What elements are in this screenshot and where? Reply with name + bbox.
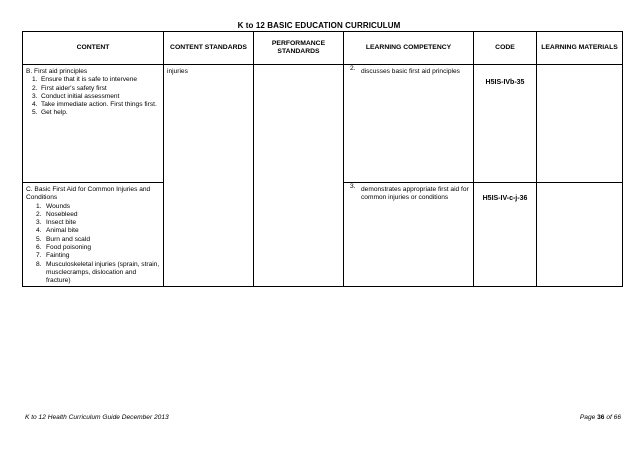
content-standards-text: injuries (167, 68, 188, 75)
document-title: K to 12 BASIC EDUCATION CURRICULUM (237, 21, 401, 30)
list-item: 5. Get help. (32, 109, 68, 117)
table-row (23, 65, 623, 183)
content-cell (23, 183, 164, 287)
list-item: 4. Take immediate action. First things first. (32, 101, 157, 109)
content-intro: B. First aid principles (26, 68, 88, 75)
content-list (26, 76, 160, 117)
page-number: 36 (597, 414, 605, 421)
curriculum-table (22, 31, 623, 287)
learning-materials-cell (537, 65, 623, 183)
code-cell (474, 183, 537, 287)
footer-page-indicator (580, 414, 621, 421)
code-text: H5IS-IVb-35 (485, 79, 525, 86)
list-item: 1. Wounds (36, 202, 71, 210)
footer-guide-title: K to 12 Health Curriculum Guide December 2013 (25, 414, 169, 421)
content-list (26, 203, 160, 286)
competency-cell (344, 183, 474, 287)
page-total: of 66 (606, 414, 621, 421)
list-item: 2. First aider's safety first (32, 84, 107, 92)
learning-materials-cell (537, 183, 623, 287)
competency-text: 2. discusses basic first aid principles (350, 65, 460, 75)
list-item: 3. Conduct initial assessment (32, 92, 120, 100)
code-text: H5IS-IV-c-j-36 (482, 195, 528, 202)
list-item: 3. Insect bite (36, 219, 77, 227)
header-content: CONTENT (23, 32, 164, 65)
list-item: 8. Musculoskeletal injuries (sprain, strain, musclecramps, dislocation and fracture) (36, 260, 160, 285)
list-item: 6. Food poisoning (36, 244, 92, 252)
list-item: 4. Animal bite (36, 227, 79, 235)
list-item: 5. Burn and scald (36, 235, 90, 243)
competency-text: 3. demonstrates appropriate first aid for common injuries or conditions (350, 183, 469, 202)
performance-standards-cell (254, 65, 344, 287)
code-cell (474, 65, 537, 183)
content-cell (23, 65, 164, 183)
list-item: 7. Fainting (36, 252, 70, 260)
header-performance-standards: PERFORMANCE STANDARDS (254, 32, 344, 65)
header-code: CODE (474, 32, 537, 65)
header-learning-materials: LEARNING MATERIALS (537, 32, 623, 65)
list-item: 2. Nosebleed (36, 210, 78, 218)
list-item: 1. Ensure that it is safe to intervene (32, 76, 138, 84)
table-header-row (23, 32, 623, 65)
content-intro: C. Basic First Aid for Common Injuries and Conditions (26, 186, 151, 202)
header-learning-competency: LEARNING COMPETENCY (344, 32, 474, 65)
header-content-standards: CONTENT STANDARDS (164, 32, 254, 65)
content-standards-cell (164, 65, 254, 287)
competency-cell (344, 65, 474, 183)
page-prefix: Page (579, 414, 596, 421)
